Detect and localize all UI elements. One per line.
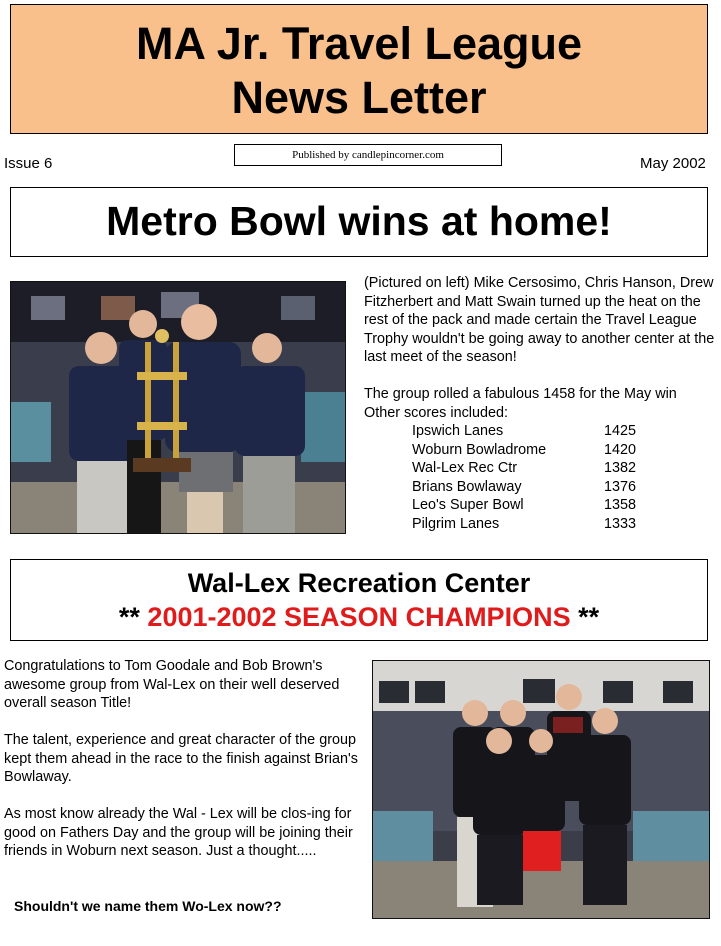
issue-date: May 2002 — [640, 155, 706, 172]
metro-bowl-team-photo — [10, 281, 346, 534]
score-team: Wal-Lex Rec Ctr — [412, 460, 518, 476]
article1-paragraph1: (Pictured on left) Mike Cersosimo, Chris Hanson, Drew Fitzherbert and Matt Swain turned up the heat on the rest of the pack and made certain the Travel League Trophy wouldn't be going away to another center at the last meet of the season! — [364, 275, 715, 365]
headline-wal-lex — [10, 559, 708, 641]
score-row — [412, 459, 636, 478]
article2-paragraph2: The talent, experience and great character of the group kept them ahead in the race to the finish against Brian's Bowlaway. — [4, 732, 358, 785]
score-value: 1382 — [604, 460, 637, 476]
article2-paragraph3: As most know already the Wal - Lex will be clos-ing for good on Fathers Day and the group will be joining their friends in Woburn next season. Just a thought..... — [4, 806, 353, 859]
headline2-line2 — [11, 600, 707, 634]
headline2-line1: Wal-Lex Recreation Center — [187, 568, 531, 598]
article2-paragraph1: Congratulations to Tom Goodale and Bob Brown's awesome group from Wal-Lex on their well deserved overall season Title! — [4, 658, 340, 711]
article1-paragraph2: The group rolled a fabulous 1458 for the May win Other scores included: — [364, 386, 677, 421]
headline-metro-bowl: Metro Bowl wins at home! — [10, 187, 708, 257]
score-row — [412, 496, 636, 515]
score-row — [412, 478, 636, 497]
score-team: Brians Bowlaway — [412, 478, 522, 495]
metro-bowl-article — [364, 274, 716, 441]
score-value: 1420 — [604, 441, 637, 458]
season-champions-text: 2001-2002 SEASON CHAMPIONS — [147, 602, 571, 632]
closing-question: Shouldn't we name them Wo-Lex now?? — [14, 898, 282, 914]
score-row — [412, 515, 636, 534]
masthead-title-line2: News Letter — [231, 72, 487, 123]
headline2-suffix: ** — [578, 602, 600, 632]
wal-lex-article — [4, 657, 360, 879]
score-team: Leo's Super Bowl — [412, 497, 524, 513]
score-value: 1358 — [604, 497, 637, 513]
score-team: Woburn Bowladrome — [412, 441, 547, 458]
score-value: 1425 — [604, 423, 637, 439]
score-team: Pilgrim Lanes — [412, 515, 500, 532]
score-value: 1376 — [604, 478, 637, 495]
score-row — [412, 441, 636, 460]
wal-lex-team-photo — [372, 660, 710, 919]
score-value: 1333 — [604, 515, 637, 532]
masthead-title-line1: MA Jr. Travel League — [135, 18, 583, 69]
wal-lex-team-illustration — [373, 661, 709, 918]
masthead — [10, 4, 708, 134]
scores-list — [412, 422, 636, 533]
metro-bowl-team-illustration — [11, 282, 345, 533]
issue-number: Issue 6 — [4, 155, 53, 172]
headline2-prefix: ** — [118, 602, 140, 632]
published-by-box: Published by candlepincorner.com — [234, 144, 502, 166]
score-row — [412, 422, 636, 441]
score-team: Ipswich Lanes — [412, 423, 504, 439]
